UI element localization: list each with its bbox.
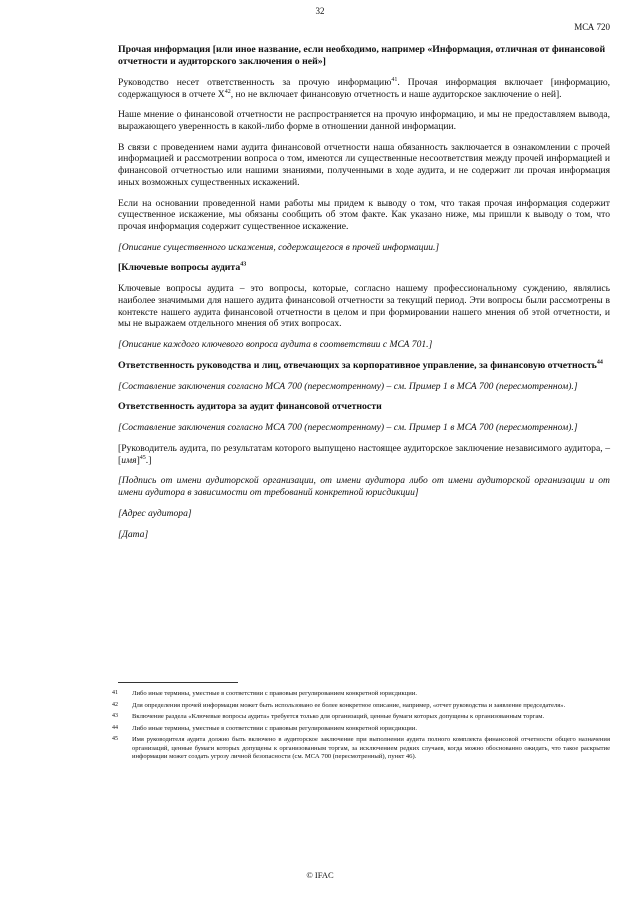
footnote-text: Либо иные термины, уместные в соответствии с правовым регулированием конкретной юрисдикции. [132,690,417,697]
name-placeholder: имя [121,454,137,466]
placeholder-date: [Дата] [118,528,149,540]
placeholder-kam-description: [Описание каждого ключевого вопроса аудита в соответствии с МСА 701.] [118,339,433,351]
text-run: .] [145,454,152,466]
footnote-text: Либо иные термины, уместные в соответствии с правовым регулированием конкретной юрисдикции. [132,724,417,732]
text-run: [Руководитель аудита, по результатам которого выпущено настоящее аудиторское заключение независимого аудитора, – [ [118,443,610,466]
paragraph-misstatement-conclusion: Если на основании проведенной нами работы мы придем к выводу о том, что такая прочая информация содержит существенное искажение, мы обязаны сообщить об этом факте. Как указано ниже, мы пришли к выводу о том, что прочая информация содержит существенное искажение. [118,197,610,232]
section-heading-other-information: Прочая информация [или иное название, если необходимо, например «Информация, отличная от финансовой отчетности и аудиторского заключения о ней»] [118,44,606,67]
text-run: , но не включает финансовую отчетность и наше аудиторское заключение о ней]. [230,88,562,100]
text-run: . Прочая информация включает [информацию, содержащуюся в отчете X [118,76,611,100]
placeholder-auditor-section: [Составление заключения согласно МСА 700 (пересмотренному) – см. Пример 1 в МСА 700 (пересмотренном).] [118,422,578,434]
section-heading-auditor-responsibility: Ответственность аудитора за аудит финансовой отчетности [118,401,382,413]
footnote-item [112,725,610,734]
heading-text: Ответственность руководства и лиц, отвечающих за корпоративное управление, за финансовую отчетность [118,359,597,371]
text-run: ] [136,454,140,466]
page-number: 32 [315,6,325,16]
footnote-ref[interactable]: 44 [596,359,603,366]
footnote-item [112,736,610,762]
page-body [118,44,610,549]
placeholder-misstatement-description: [Описание существенного искажения, содержащегося в прочей информации.] [118,241,440,253]
footnote-number: 42 [112,701,118,708]
footnote-number: 43 [112,713,118,720]
footnotes [112,690,610,765]
footnote-ref[interactable]: 43 [240,262,247,269]
footnote-text: Для определения прочей информации может быть использовано ее более конкретное описание, например, «отчет руководства и заявление председателя». [132,701,566,709]
section-heading-management-responsibility [118,360,610,372]
footnote-ref[interactable]: 41 [391,76,398,83]
footnote-number: 44 [112,724,118,731]
text-run: Руководство несет ответственность за прочую информацию [118,76,392,88]
heading-text: [Ключевые вопросы аудита [118,262,241,274]
placeholder-management-section: [Составление заключения согласно МСА 700 (пересмотренному) – см. Пример 1 в МСА 700 (пересмотренном).] [118,380,578,392]
footnote-item [112,690,610,699]
page-footer: © IFAC [306,870,334,880]
footnote-item [112,713,610,722]
document-code: МСА 720 [574,22,610,32]
footnote-number: 45 [112,736,118,743]
footnote-item [112,702,610,711]
paragraph-management-responsibility-other-info [118,77,610,100]
paragraph-engagement-partner [118,443,610,466]
placeholder-signature: [Подпись от имени аудиторской организации, от имени аудитора либо от имени аудиторской организации и от имени аудитора в зависимости от требований конкретной юрисдикции] [118,475,610,499]
footnote-divider [118,682,238,683]
footnote-text: Имя руководителя аудита должно быть включено в аудиторское заключение при выполнении аудита полного комплекта финансовой отчетности общего назначения организаций, ценные бумаги которых допущены к организованным торгам, за исключением редких случаев, когда можно обоснованно ожидать, что такое раскрытие информации может создать угрозу личной безопасности (см. МСА 700 (пересмотренный), пункт 46). [132,736,610,761]
footnote-ref[interactable]: 42 [224,88,231,95]
footnote-number: 41 [112,690,118,696]
placeholder-auditor-address: [Адрес аудитора] [118,507,192,519]
paragraph-auditor-duty: В связи с проведением нами аудита финансовой отчетности наша обязанность заключается в ознакомлении с прочей информацией и рассмотрении вопроса о том, имеются ли существенные несоответствия между прочей информацией и финансовой отчетностью или нашими знаниями, полученными в ходе аудита, и не содержит ли прочая информация иных возможных существенных искажений. [118,141,610,188]
footnote-ref[interactable]: 45 [139,454,146,461]
footnote-text: Включение раздела «Ключевые вопросы аудита» требуется только для организаций, ценные бумаги которых допущены к организованным торгам. [132,713,545,721]
paragraph-key-audit-matters: Ключевые вопросы аудита – это вопросы, которые, согласно нашему профессиональному суждению, являлись наиболее значимыми для нашего аудита финансовой отчетности за текущий период. Эти вопросы были рассмотрены в контексте нашего аудита финансовой отчетности в целом и при формировании нашего мнения об этой отчетности, и мы не выражаем отдельного мнения об этих вопросах. [118,283,610,330]
section-heading-key-audit-matters [118,262,610,274]
paragraph-opinion-scope: Наше мнение о финансовой отчетности не распространяется на прочую информацию, и мы не предоставляем вывода, выражающего уверенность в какой-либо форме в отношении данной информации. [118,109,610,132]
